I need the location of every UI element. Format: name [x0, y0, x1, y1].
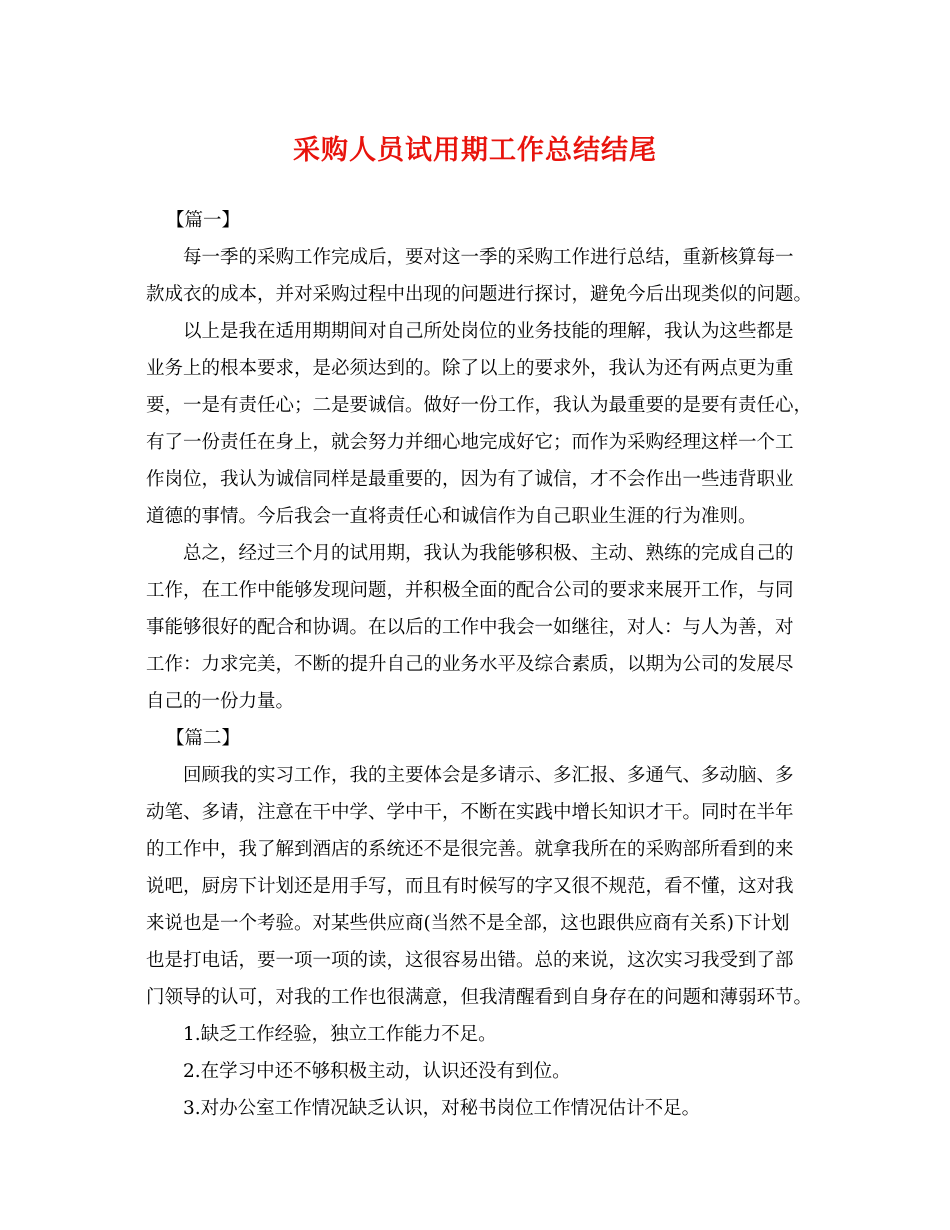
- paragraph-line: 道德的事情。今后我会一直将责任心和诚信作为自己职业生涯的行为准则。: [146, 506, 757, 527]
- paragraph-line: 来说也是一个考验。对某些供应商(当然不是全部，这也跟供应商有关系)下计划: [146, 913, 790, 934]
- paragraph-line: 工作，在工作中能够发现问题，并积极全面的配合公司的要求来展开工作，与同: [146, 580, 794, 601]
- paragraph-line: 总之，经过三个月的试用期，我认为我能够积极、主动、熟练的完成自己的: [183, 543, 794, 564]
- paragraph-line: 事能够很好的配合和协调。在以后的工作中我会一如继往，对人：与人为善，对: [146, 617, 794, 638]
- paragraph-line: 自己的一份力量。: [146, 691, 295, 712]
- paragraph-line: 要，一是有责任心；二是要诚信。做好一份工作，我认为最重要的是要有责任心，: [146, 395, 813, 416]
- list-item: 1.缺乏工作经验，独立工作能力不足。: [183, 1024, 497, 1045]
- paragraph-line: 也是打电话，要一项一项的读，这很容易出错。总的来说，这次实习我受到了部: [146, 950, 794, 971]
- paragraph-line: 款成衣的成本，并对采购过程中出现的问题进行探讨，避免今后出现类似的问题。: [146, 284, 813, 305]
- paragraph-line: 说吧，厨房下计划还是用手写，而且有时候写的字又很不规范，看不懂，这对我: [146, 876, 794, 897]
- paragraph-line: 以上是我在适用期期间对自己所处岗位的业务技能的理解，我认为这些都是: [183, 321, 794, 342]
- paragraph-line: 有了一份责任在身上，就会努力并细心地完成好它；而作为采购经理这样一个工: [146, 432, 794, 453]
- paragraph-line: 每一季的采购工作完成后，要对这一季的采购工作进行总结，重新核算每一: [183, 247, 794, 268]
- section-heading: 【篇二】: [166, 728, 241, 749]
- paragraph-line: 门领导的认可，对我的工作也很满意，但我清醒看到自身存在的问题和薄弱环节。: [146, 987, 813, 1008]
- paragraph-line: 工作：力求完美，不断的提升自己的业务水平及综合素质，以期为公司的发展尽: [146, 654, 794, 675]
- list-item: 2.在学习中还不够积极主动，认识还没有到位。: [183, 1061, 571, 1082]
- section-heading: 【篇一】: [166, 210, 241, 231]
- document-body: [146, 202, 818, 1127]
- paragraph-line: 回顾我的实习工作，我的主要体会是多请示、多汇报、多通气、多动脑、多: [183, 765, 794, 786]
- paragraph-line: 业务上的根本要求，是必须达到的。除了以上的要求外，我认为还有两点更为重: [146, 358, 794, 379]
- page-title: 采购人员试用期工作总结结尾: [293, 135, 657, 166]
- list-item: 3.对办公室工作情况缺乏认识，对秘书岗位工作情况估计不足。: [183, 1098, 701, 1119]
- paragraph-line: 的工作中，我了解到酒店的系统还不是很完善。就拿我所在的采购部所看到的来: [146, 839, 794, 860]
- paragraph-line: 动笔、多请，注意在干中学、学中干，不断在实践中增长知识才干。同时在半年: [146, 802, 794, 823]
- paragraph-line: 作岗位，我认为诚信同样是最重要的，因为有了诚信，才不会作出一些违背职业: [146, 469, 794, 490]
